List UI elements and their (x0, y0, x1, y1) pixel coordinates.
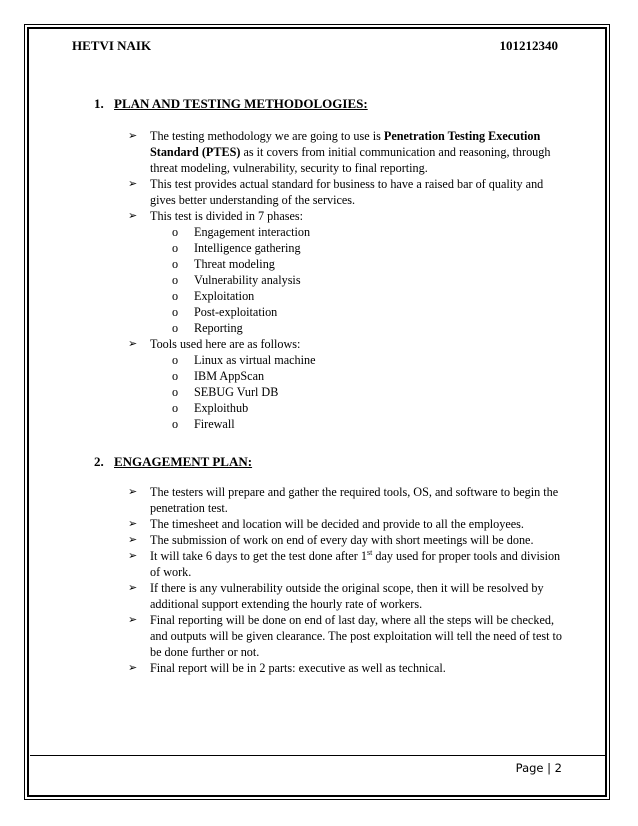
list-item: ➢ This test is divided in 7 phases: o Engagement interaction o Intelligence gathering o Threat modeling o Vulnerability analysis o Exploitation o Post-exploitation o Reporting (124, 208, 564, 336)
circle-bullet-icon: o (172, 417, 179, 431)
circle-bullet-icon: o (172, 305, 179, 319)
arrow-bullet-icon: ➢ (128, 534, 138, 546)
section-1-title: PLAN AND TESTING METHODOLOGIES: (114, 96, 368, 111)
circle-bullet-icon: o (172, 289, 179, 303)
section-2-number: 2. (94, 454, 104, 469)
list-item: o Engagement interaction (172, 225, 311, 239)
circle-bullet-icon: o (172, 321, 179, 335)
section-1-list (124, 128, 564, 432)
header-author: HETVI NAIK (72, 38, 152, 53)
header-id: 101212340 (499, 38, 558, 53)
list-item: ➢ The submission of work on end of every day with short meetings will be done. (128, 533, 534, 547)
arrow-bullet-icon: ➢ (128, 662, 138, 674)
circle-bullet-icon: o (172, 385, 179, 399)
circle-bullet-icon: o (172, 257, 179, 271)
list-item: o Exploitation (172, 289, 255, 303)
list-item: o IBM AppScan (172, 369, 265, 383)
list-item: o Intelligence gathering (172, 241, 301, 255)
list-item: o Post-exploitation (172, 305, 278, 319)
arrow-bullet-icon: ➢ (128, 550, 138, 562)
circle-bullet-icon: o (172, 241, 179, 255)
circle-bullet-icon: o (172, 273, 179, 287)
list-item: ➢ Final reporting will be done on end of last day, where all the steps will be checked, and outputs will be given clearance. The post exploitation will tell the need of test to be done further or not. (128, 613, 563, 659)
list-item: o Linux as virtual machine (172, 353, 316, 367)
circle-bullet-icon: o (172, 401, 179, 415)
section-2-heading (94, 454, 252, 470)
section-2-title: ENGAGEMENT PLAN: (114, 454, 253, 469)
arrow-bullet-icon: ➢ (128, 486, 138, 498)
list-item: ➢ Final report will be in 2 parts: executive as well as technical. (128, 661, 446, 675)
list-item: o SEBUG Vurl DB (172, 385, 279, 399)
list-item: ➢ Tools used here are as follows: o Linux as virtual machine o IBM AppScan o SEBUG Vurl DB o Exploithub o Firewall (124, 336, 564, 432)
list-item: ➢ It will take 6 days to get the test done after 1st day used for proper tools and division of work. (128, 547, 561, 579)
arrow-bullet-icon: ➢ (128, 210, 138, 222)
list-item: ➢ This test provides actual standard for business to have a raised bar of quality and gives better understanding of the services. (128, 177, 544, 207)
section-2-list (124, 484, 564, 676)
tools-list (150, 352, 564, 432)
list-item: o Firewall (172, 417, 235, 431)
arrow-bullet-icon: ➢ (128, 130, 138, 142)
arrow-bullet-icon: ➢ (128, 178, 138, 190)
section-1-number: 1. (94, 96, 104, 111)
circle-bullet-icon: o (172, 369, 179, 383)
phases-list (150, 224, 564, 336)
list-item: o Threat modeling (172, 257, 275, 271)
list-item: ➢ The testing methodology we are going to use is Penetration Testing Execution Standard (PTES) as it covers from initial communication and reasoning, through threat modeling, vulnerability, security to final reporting. (128, 129, 551, 175)
arrow-bullet-icon: ➢ (128, 518, 138, 530)
section-1-heading (94, 96, 368, 112)
list-item: o Vulnerability analysis (172, 273, 301, 287)
arrow-bullet-icon: ➢ (128, 582, 138, 594)
circle-bullet-icon: o (172, 353, 179, 367)
arrow-bullet-icon: ➢ (128, 614, 138, 626)
list-item: ➢ The testers will prepare and gather the required tools, OS, and software to begin the penetration test. (128, 485, 559, 515)
list-item: o Exploithub (172, 401, 249, 415)
circle-bullet-icon: o (172, 225, 179, 239)
arrow-bullet-icon: ➢ (128, 338, 138, 350)
footer-divider (30, 755, 606, 756)
page-number: Page | 2 (515, 761, 562, 775)
list-item: ➢ If there is any vulnerability outside the original scope, then it will be resolved by additional support extending the hourly rate of workers. (128, 581, 544, 611)
list-item: ➢ The timesheet and location will be decided and provide to all the employees. (128, 517, 524, 531)
list-item: o Reporting (172, 321, 243, 335)
